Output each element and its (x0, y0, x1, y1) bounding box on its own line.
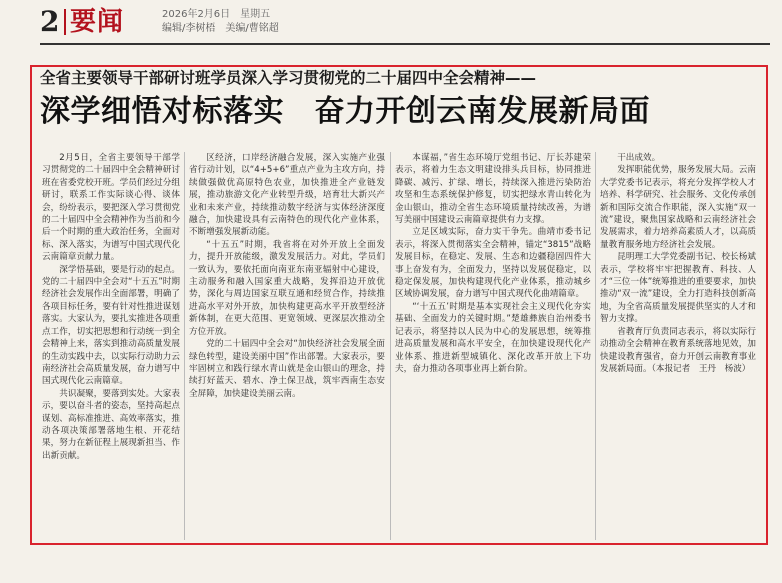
paragraph: 深学悟基础，要是行动的起点。党的二十届四中全会对“十五五”时期经济社会发展作出全面部署，明确了各项目标任务，要有针对性推进谋划落实。大家认为，要扎实推进各项重点工作，切实把思想和行动统一到全会精神上来，落实到推动高质量发展的生动实践中去，以实际行动助力云南经济社会高质量发展，奋力谱写中国式现代化云南篇章。 (42, 264, 180, 387)
paragraph: 党的二十届四中全会对“加快经济社会发展全面绿色转型，建设美丽中国”作出部署。大家表示，要牢固树立和践行绿水青山就是金山银山的理念，持续打好蓝天、碧水、净土保卫战，筑牢西南生态安全屏障，加快建设美丽云南。 (189, 339, 385, 399)
column-divider (595, 152, 596, 540)
paragraph: 立足区域实际，奋力实干争先。曲靖市委书记表示，将深入贯彻落实全会精神，锚定“3815”战略发展目标，在稳定、发展、生态和边疆稳固四件大事上奋发有为，全面发力，坚持以发展促稳定，以稳定保发展，加快构建现代化产业体系，推动城乡区域协调发展，奋力谱写中国式现代化曲靖篇章。 (395, 227, 591, 300)
column-divider (184, 152, 185, 540)
paragraph: 本谋福，”省生态环境厅党组书记、厅长苏建荣表示，将着力生态文明建设排头兵目标，协同推进降碳、减污、扩绿、增长，持续深入推进污染防治攻坚和生态系统保护修复，切实把绿水青山转化为金山银山，推动全省生态环境质量持续改善，为谱写美丽中国建设云南篇章提供有力支撑。 (395, 153, 591, 226)
paragraph: 发挥职能优势，服务发展大局。云南大学党委书记表示，将充分发挥学校人才培养、科学研究、社会服务、文化传承创新和国际交流合作职能，深入实施“双一流”建设，聚焦国家战略和云南经济社会发展需求，着力培养高素质人才，以高质量教育服务地方经济社会发展。 (600, 165, 756, 250)
article-headline: 深学细悟对标落实 奋力开创云南发展新局面 (40, 94, 650, 129)
paragraph: “十五五”时期，我省将在对外开放上全面发力，提升开放能级，激发发展活力。对此，学员们一致认为，要依托面向南亚东南亚辐射中心建设，主动服务和融入国家重大战略，发挥沿边开放优势，深化与周边国家互联互通和经贸合作，持续推进高水平对外开放，加快构建更高水平开放型经济新体制，在更大范围、更宽领域、更深层次推动全方位开放。 (189, 239, 385, 337)
editor-credits: 编辑/李树梧 美编/曹铭超 (162, 23, 279, 34)
article-column-2 (189, 152, 385, 544)
page-header (0, 0, 782, 44)
header-divider (40, 43, 770, 45)
paragraph: 干出成效。 (617, 153, 661, 163)
paragraph: 共识凝聚，要落到实处。大家表示，要以奋斗者的姿态，坚持高起点谋划、高标准推进、高效率落实，推动各项决策部署落地生根、开花结果，努力在新征程上展现新担当、作出新贡献。 (42, 388, 180, 461)
paragraph: 省教育厅负责同志表示，将以实际行动推动全会精神在教育系统落地见效，加快建设教育强省，奋力开创云南教育事业发展新局面。（本报记者 王丹 杨波） (600, 326, 756, 374)
article-column-3 (395, 152, 591, 544)
section-title: 要闻 (70, 7, 125, 37)
paragraph: 区经济，口岸经济融合发展，深入实施产业强省行动计划，以“4+5+6”重点产业为主攻方向，持续做强做优高原特色农业，加快推进全产业链发展，推动旅游文化产业转型升级，培育壮大新兴产业和未来产业，持续推动数字经济与实体经济深度融合，加快建设具有云南特色的现代化产业体系，不断增强发展新动能。 (189, 153, 385, 238)
article-column-1 (42, 152, 180, 544)
article-column-4 (600, 152, 756, 544)
article-kicker: 全省主要领导干部研讨班学员深入学习贯彻党的二十届四中全会精神—— (40, 69, 537, 87)
paragraph: “‘十五五’时期是基本实现社会主义现代化夯实基础、全面发力的关键时期。”楚雄彝族自治州委书记表示，将坚持以人民为中心的发展思想，统筹推进高质量发展和高水平安全，在加快建设现代化产业体系、推进新型城镇化、深化改革开放上下功夫，奋力推动各项事业再上新台阶。 (395, 301, 591, 374)
issue-date: 2026年2月6日 星期五 (162, 9, 271, 20)
column-divider (390, 152, 391, 540)
page-number: 2 (40, 5, 60, 38)
paragraph: 2月5日，全省主要领导干部学习贯彻党的二十届四中全会精神研讨班在省委党校开班。学员们经过分组研讨，联系工作实际谈心得、谈体会，纷纷表示，要把深入学习贯彻党的二十届四中全会精神作为当前和今后一个时期的重大政治任务，全面对标、深入落实，为谱写中国式现代化云南篇章贡献力量。 (42, 153, 180, 263)
paragraph: 昆明理工大学党委副书记、校长杨斌表示，学校将牢牢把握教育、科技、人才“三位一体”统筹推进的重要要求，加快推动“双一流”建设，全力打造科技创新高地，为全省高质量发展提供坚实的人才和智力支撑。 (600, 252, 756, 325)
